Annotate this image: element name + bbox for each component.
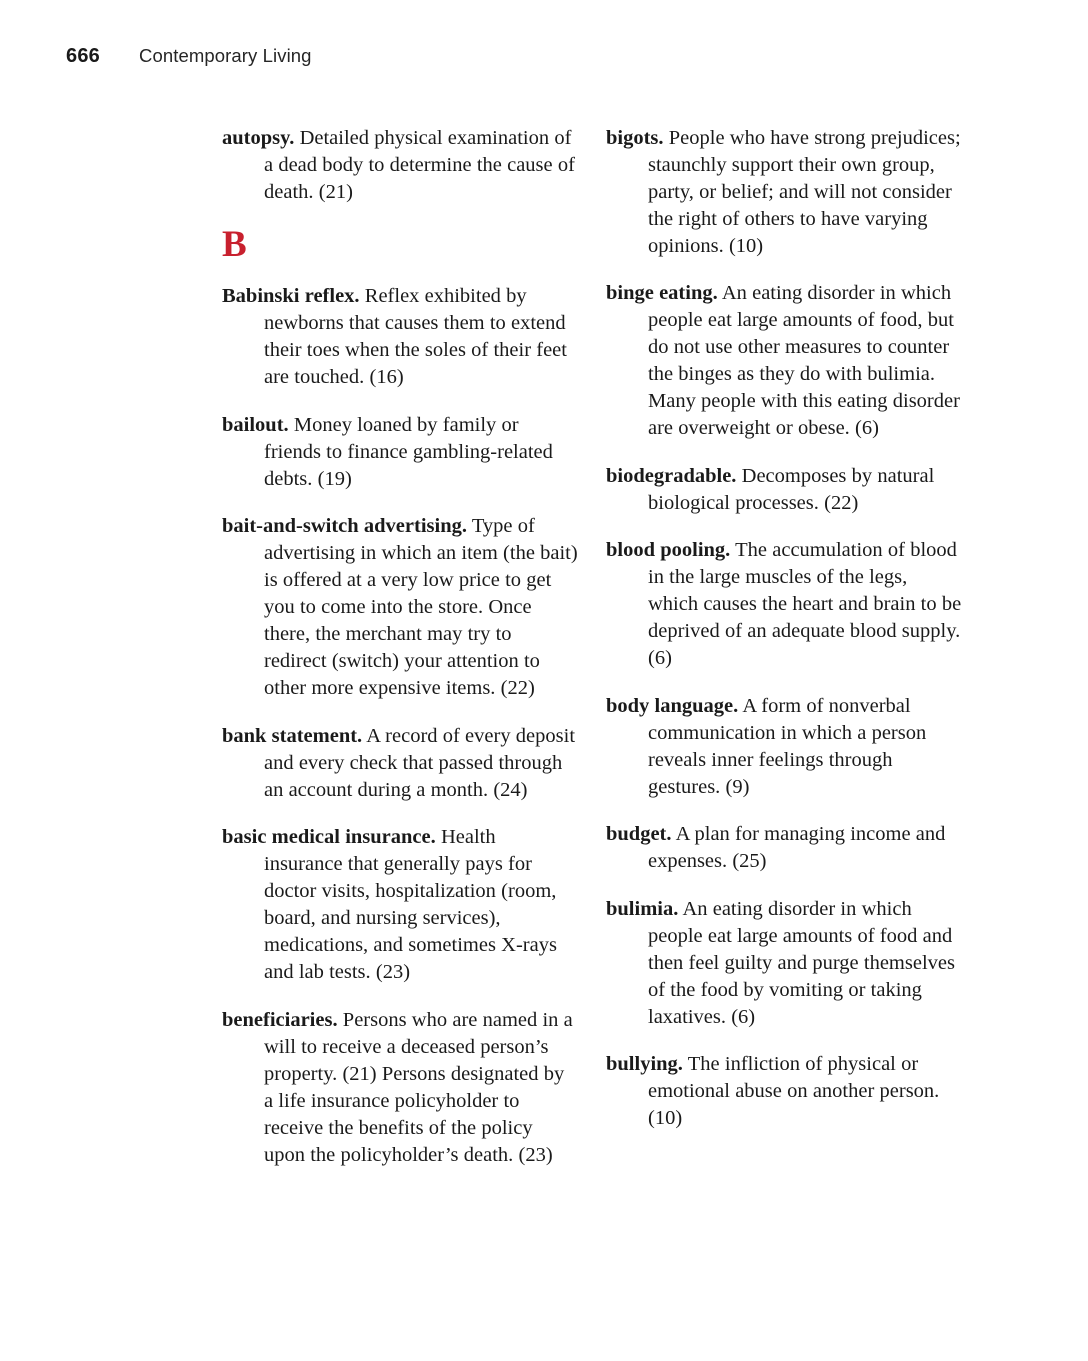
glossary-entry xyxy=(222,412,578,493)
left-column xyxy=(222,104,578,1169)
glossary-entry xyxy=(606,537,962,672)
glossary-entry xyxy=(606,821,962,875)
entry-term: bullying. xyxy=(606,1053,683,1075)
glossary-entry xyxy=(222,283,578,391)
entry-term: bait-and-switch advertising. xyxy=(222,515,467,537)
glossary-entry xyxy=(606,463,962,517)
entry-definition: Type of advertising in which an item (the bait) is offered at a very low price to get you to come into the store. Once there, the merchant may try to redirect (switch) your attention to other more expensive items. (22) xyxy=(264,515,578,699)
glossary-entry xyxy=(606,125,962,260)
running-head xyxy=(66,45,312,68)
entry-definition: An eating disorder in which people eat large amounts of food, but do not use other measures to counter the binges as they do with bulimia. Many people with this eating disorder are overweight or obese. (6) xyxy=(648,282,960,439)
section-letter-b: B xyxy=(222,223,247,265)
entry-definition: An eating disorder in which people eat large amounts of food and then feel guilty and purge themselves of the food by vomiting or taking laxatives. (6) xyxy=(648,897,955,1028)
entry-definition: The accumulation of blood in the large muscles of the legs, which causes the heart and brain to be deprived of an adequate blood supply. (6) xyxy=(648,539,962,669)
right-column xyxy=(606,104,962,1169)
entry-definition: A form of nonverbal communication in which a person reveals inner feelings through gestures. (9) xyxy=(648,694,927,798)
glossary-entry xyxy=(222,125,578,206)
entry-term: blood pooling. xyxy=(606,539,731,561)
entry-term: biodegradable. xyxy=(606,464,737,487)
entry-definition: Reflex exhibited by newborns that causes them to extend their toes when the soles of their feet are touched. (16) xyxy=(264,285,567,388)
entry-term: basic medical insurance. xyxy=(222,826,436,848)
glossary-entry xyxy=(606,896,962,1031)
entry-definition: A record of every deposit and every check that passed through an account during a month. (24) xyxy=(264,724,576,801)
entry-definition: People who have strong prejudices; staunchly support their own group, party, or belief; and will not consider the right of others to have varying opinions. (10) xyxy=(648,126,961,257)
entry-definition: A plan for managing income and expenses. (25) xyxy=(648,823,946,872)
glossary-entry xyxy=(222,513,578,702)
entry-term: budget. xyxy=(606,823,672,845)
entry-term: bigots. xyxy=(606,126,664,149)
entry-term: bailout. xyxy=(222,413,289,436)
book-title: Contemporary Living xyxy=(138,45,312,66)
glossary-entry xyxy=(606,1051,962,1132)
glossary-entry xyxy=(222,723,578,804)
entry-term: bank statement. xyxy=(222,724,363,747)
entry-definition: The infliction of physical or emotional abuse on another person. (10) xyxy=(648,1053,940,1129)
entry-definition: Persons who are named in a will to receive a deceased person’s property. (21) Persons designated by a life insurance policyholder to receive the benefits of the policy upon the policyholder’s death. (23) xyxy=(264,1008,573,1166)
entry-term: body language. xyxy=(606,694,739,717)
entry-term: beneficiaries. xyxy=(222,1008,338,1031)
glossary-entry xyxy=(606,280,962,442)
glossary-entry xyxy=(222,1007,578,1169)
entry-term: Babinski reflex. xyxy=(222,285,360,307)
page-number: 666 xyxy=(66,45,100,67)
entry-definition: Detailed physical examination of a dead body to determine the cause of death. (21) xyxy=(264,126,575,203)
entry-definition: Health insurance that generally pays for doctor visits, hospitalization (room, board, and nursing services), medications, and sometimes X-rays and lab tests. (23) xyxy=(264,826,557,983)
glossary-entry xyxy=(222,824,578,986)
entry-definition: Money loaned by family or friends to finance gambling-related debts. (19) xyxy=(264,413,553,490)
entry-term: bulimia. xyxy=(606,897,679,920)
entry-definition: Decomposes by natural biological processes. (22) xyxy=(648,464,935,514)
glossary-entry xyxy=(606,693,962,801)
entry-term: binge eating. xyxy=(606,282,718,304)
glossary-columns xyxy=(222,104,982,1169)
entry-term: autopsy. xyxy=(222,126,295,149)
